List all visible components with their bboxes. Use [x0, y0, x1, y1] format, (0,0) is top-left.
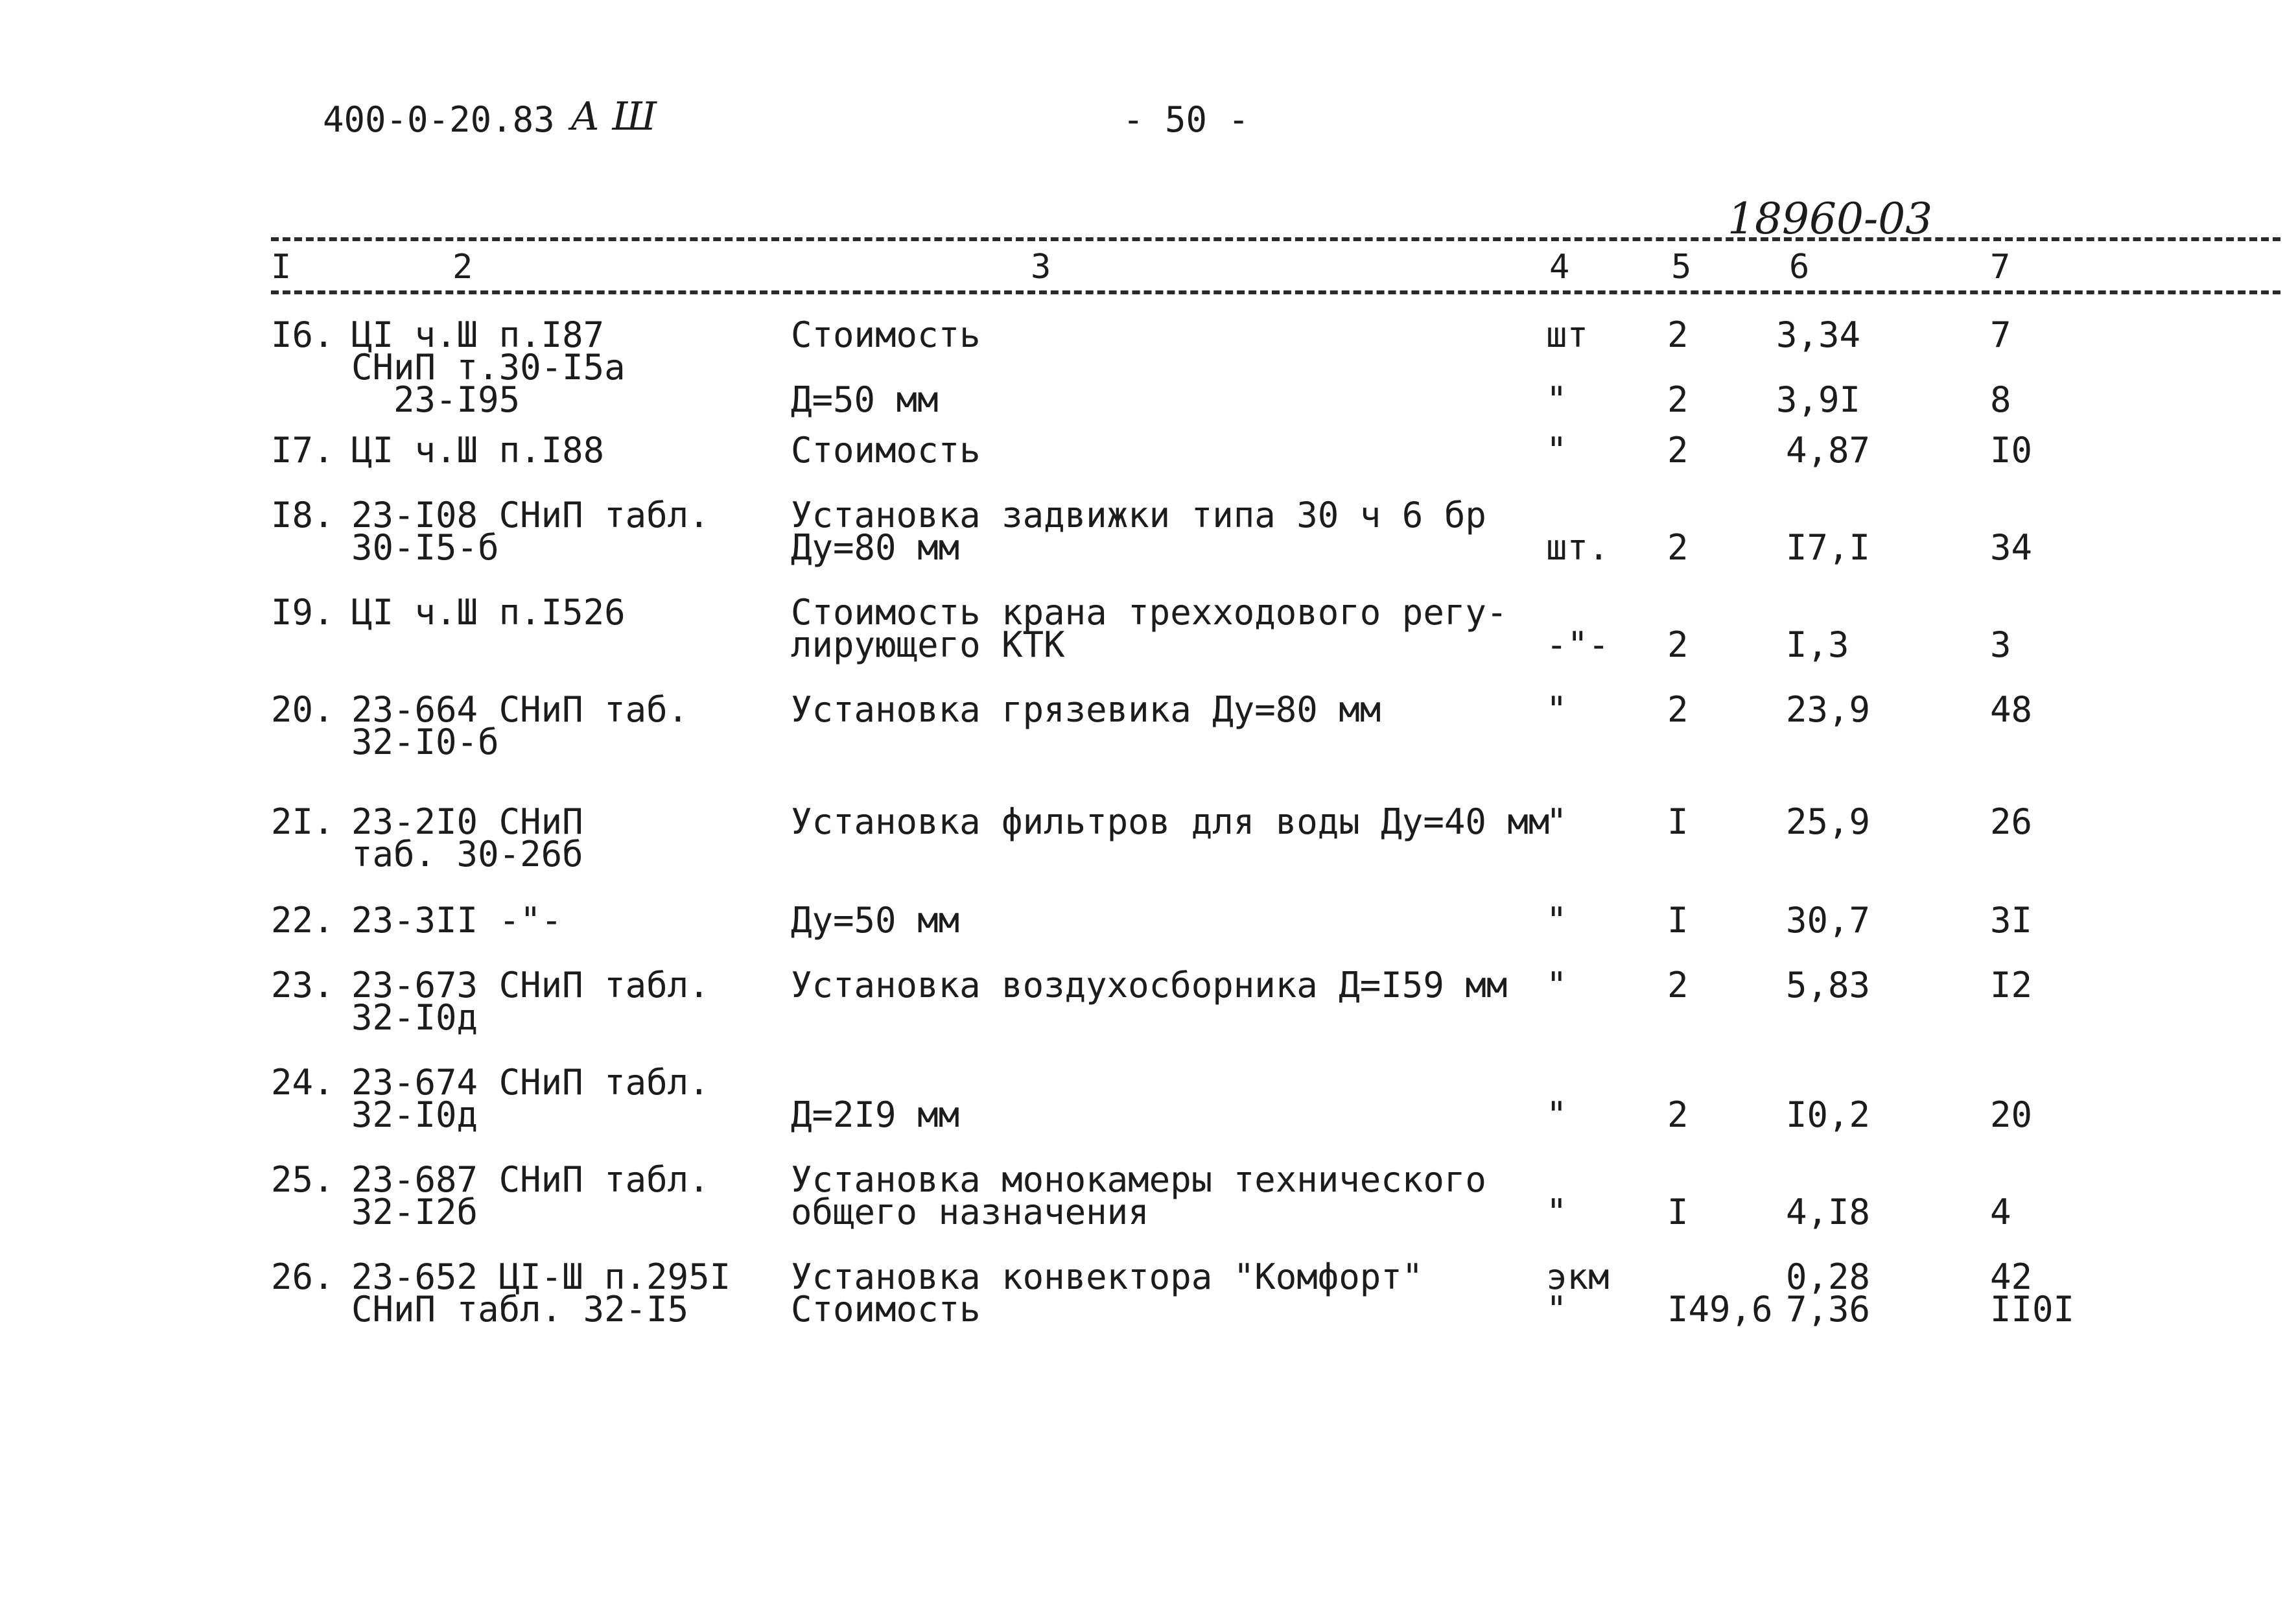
header-rule-bottom — [271, 290, 2280, 294]
row-total: 34 — [1990, 527, 2033, 568]
column-header: 3 — [1031, 248, 1051, 287]
row-reference: 23-2I0 СНиП таб. 30-26б — [351, 801, 583, 875]
row-number: I7. — [271, 430, 334, 471]
row-quantity: 2 — [1667, 689, 1689, 730]
row-total: 4 — [1990, 1192, 2011, 1232]
row-number: 26. — [271, 1256, 334, 1297]
row-price: 25,9 — [1786, 801, 1871, 842]
row-quantity: I49,6 — [1667, 1289, 1773, 1330]
row-total: 48 — [1990, 689, 2033, 730]
row-total: 20 — [1990, 1094, 2033, 1135]
row-quantity: 2 — [1667, 430, 1689, 471]
row-unit: -"- — [1546, 624, 1610, 665]
row-number: I8. — [271, 495, 334, 535]
row-reference: 23-652 ЦI-Ш п.295I СНиП табл. 32-I5 — [351, 1256, 731, 1330]
row-number: 22. — [271, 900, 334, 941]
row-price: 3,34 3,9I — [1776, 314, 1861, 420]
column-header: 2 — [452, 248, 473, 287]
row-total: 42 II0I — [1990, 1256, 2075, 1330]
row-total: 3I — [1990, 900, 2033, 941]
row-unit: экм " — [1546, 1256, 1610, 1330]
column-header: I — [271, 248, 292, 287]
row-unit: " — [1546, 965, 1567, 1006]
row-unit: " — [1546, 801, 1567, 842]
row-number: I9. — [271, 592, 334, 633]
handwritten-code: 18960-03 — [1728, 194, 1933, 244]
row-description: Установка конвектора "Комфорт" Стоимость — [791, 1256, 1424, 1330]
row-number: 24. — [271, 1062, 334, 1103]
row-price: I0,2 — [1786, 1094, 1871, 1135]
row-unit: " — [1546, 1094, 1567, 1135]
row-price: 4,87 — [1786, 430, 1871, 471]
row-quantity: I — [1667, 1192, 1689, 1232]
row-reference: 23-673 СНиП табл. 32-I0д — [351, 965, 710, 1038]
row-number: 23. — [271, 965, 334, 1006]
page-number: - 50 - — [1123, 99, 1250, 140]
row-unit: " — [1546, 689, 1567, 730]
row-quantity: 2 — [1667, 1094, 1689, 1135]
row-reference: 23-674 СНиП табл. 32-I0д — [351, 1062, 710, 1135]
row-reference: 23-687 СНиП табл. 32-I2б — [351, 1159, 710, 1232]
row-price: I7,I — [1786, 527, 1871, 568]
row-quantity: 2 — [1667, 624, 1689, 665]
document-code: 400-0-20.83 — [323, 99, 555, 140]
row-number: 2I. — [271, 801, 334, 842]
column-header: 6 — [1789, 248, 1810, 287]
row-quantity: 2 2 — [1667, 314, 1689, 420]
row-unit: " — [1546, 430, 1567, 471]
row-price: 23,9 — [1786, 689, 1871, 730]
row-description: Установка грязевика Ду=80 мм — [791, 689, 1381, 730]
row-description: Установка воздухосборника Д=I59 мм — [791, 965, 1508, 1006]
column-header: 5 — [1671, 248, 1692, 287]
row-number: 25. — [271, 1159, 334, 1200]
row-unit: " — [1546, 1192, 1567, 1232]
row-description: Стоимость крана трехходового регу- лирующего КТК — [791, 592, 1508, 665]
row-total: 3 — [1990, 624, 2011, 665]
row-number: 20. — [271, 689, 334, 730]
row-description: Установка фильтров для воды Ду=40 мм — [791, 801, 1550, 842]
row-unit: шт " — [1546, 314, 1589, 420]
row-description: Установка монокамеры технического общего назначения — [791, 1159, 1486, 1232]
row-quantity: I — [1667, 801, 1689, 842]
header-rule-top — [271, 237, 2280, 241]
row-price: 4,I8 — [1786, 1192, 1871, 1232]
row-total: 26 — [1990, 801, 2033, 842]
album-mark: А Ш — [570, 94, 657, 139]
row-description: Установка задвижки типа 30 ч 6 бр Ду=80 мм — [791, 495, 1486, 568]
row-total: I2 — [1990, 965, 2033, 1006]
row-quantity: I — [1667, 900, 1689, 941]
row-number: I6. — [271, 314, 334, 355]
column-header: 7 — [1990, 248, 2011, 287]
row-description: Ду=50 мм — [791, 900, 960, 941]
row-quantity: 2 — [1667, 527, 1689, 568]
row-price: 0,28 7,36 — [1786, 1256, 1871, 1330]
row-description: Д=2I9 мм — [791, 1094, 960, 1135]
row-unit: " — [1546, 900, 1567, 941]
row-total: I0 — [1990, 430, 2033, 471]
row-reference: 23-I08 СНиП табл. 30-I5-б — [351, 495, 710, 568]
row-description: Стоимость Д=50 мм — [791, 314, 981, 420]
row-description: Стоимость — [791, 430, 981, 471]
row-price: 5,83 — [1786, 965, 1871, 1006]
row-unit: шт. — [1546, 527, 1610, 568]
column-header: 4 — [1549, 248, 1570, 287]
row-price: 30,7 — [1786, 900, 1871, 941]
row-reference: 23-664 СНиП таб. 32-I0-б — [351, 689, 689, 762]
row-reference: ЦI ч.Ш п.I88 — [351, 430, 605, 471]
row-price: I,3 — [1786, 624, 1849, 665]
row-reference: 23-3II -"- — [351, 900, 563, 941]
row-quantity: 2 — [1667, 965, 1689, 1006]
row-reference: ЦI ч.Ш п.I526 — [351, 592, 626, 633]
row-total: 7 8 — [1990, 314, 2011, 420]
row-reference: ЦI ч.Ш п.I87 СНиП т.30-I5а 23-I95 — [351, 314, 626, 420]
